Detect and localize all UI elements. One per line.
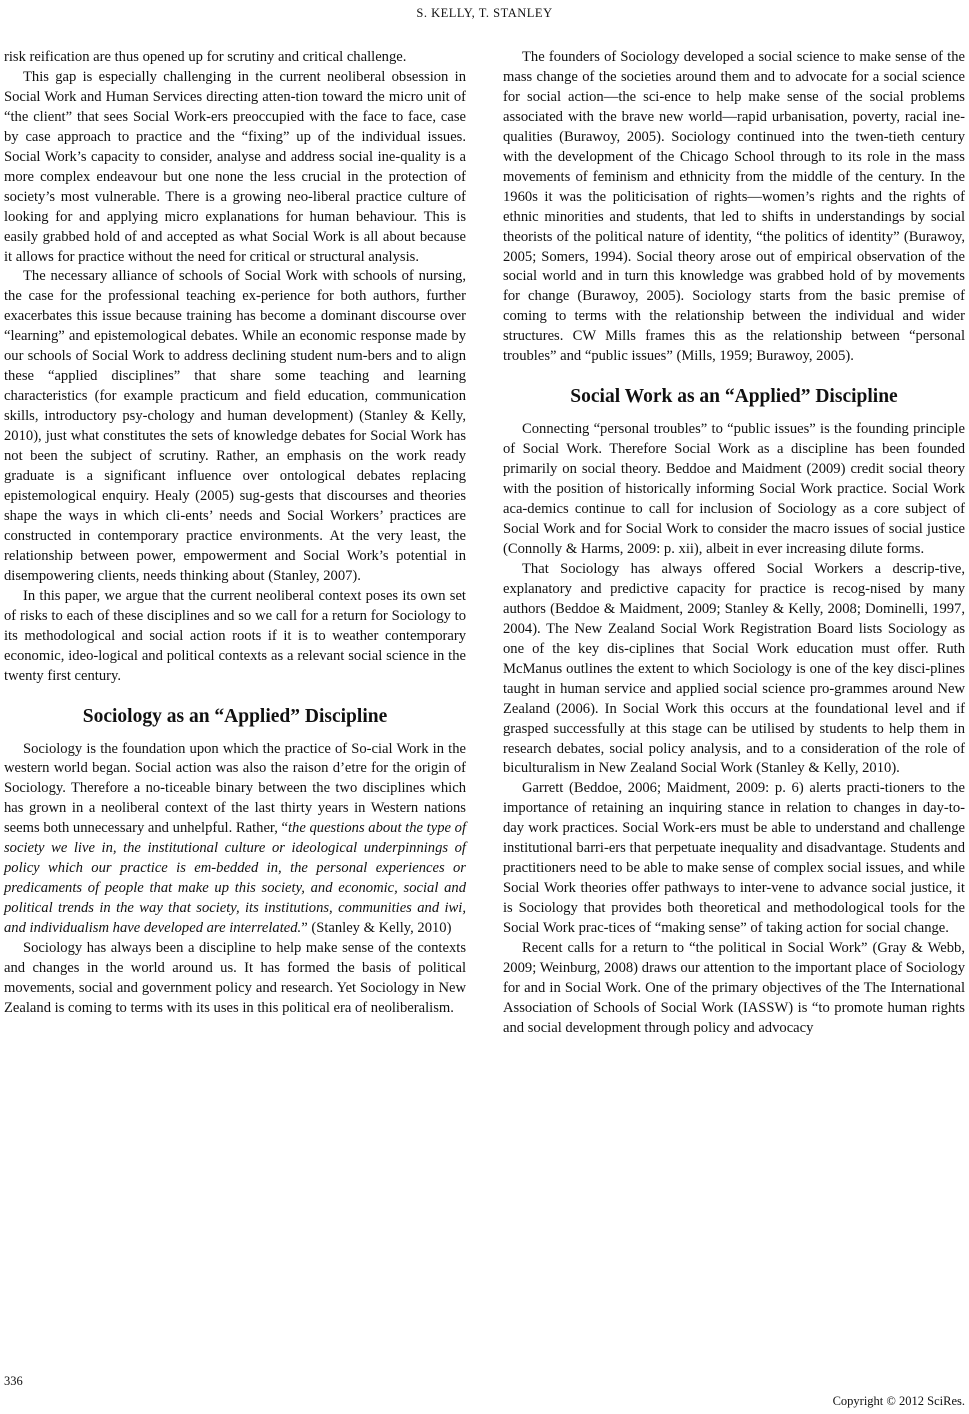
copyright-notice: Copyright © 2012 SciRes. [832,1394,965,1408]
quoted-text: the questions about the type of society we live in, the institutional culture or ideological underpinnings of policy which our practice is em-bedded in, the personal experiences or predicaments of people that make up this society, and economic, social and political trends in the way that society, its institutions, communities and iwi, and individualism have developed are interrelated. [4,820,466,937]
left-column [4,48,466,1019]
right-column [503,48,965,1039]
paragraph: risk reification are thus opened up for scrutiny and critical challenge. [4,49,407,65]
running-head: S. KELLY, T. STANLEY [416,6,553,20]
paragraph: Recent calls for a return to “the political in Social Work” (Gray & Webb, 2009; Weinburg, 2008) draws our attention to the important place of Sociology for and in Social Work. One of the primary objectives of the The International Association of Schools of Social Work (IASSW) is “to promote human rights and social development through policy and advocacy [503,940,965,1036]
quote-lead-in: Sociology is the foundation upon which the practice of So-cial Work in the western world began. Social action was also the raison d’etre for the origin of Sociology. Therefore a no-ticeable binary between the two disciplines which has grown in a neoliberal context of the last thirty years in Western nations seems both unnecessary and unhelpful. Rather, “ [4,740,466,837]
paragraph: The founders of Sociology developed a social science to make sense of the mass change of the societies around them and to advocate for a social science for social action—the sci-ence to help make sense of the social problems associated with the brave new world—rapid urbanisation, poverty, racial ine-qualities (Burawoy, 2005). Sociology continued into the twen-tieth century with the development of the Chicago School through to its role in the mass movements of feminism and ethnicity from the middle of the century. In the 1960s it was the politicisation of rights—women’s rights and the rights of ethnic minorities and students, that led to shifts in understandings by social theorists of the political nature of identity, “the politics of identity” (Burawoy, 2005; Somers, 1994). Social theory arose out of empirical observation of the social world and in turn this knowledge was grabbed hold of by movements for change (Burawoy, 2005). Sociology starts from the basic premise of coming to terms with the relationship between the individual and wider structures. CW Mills frames this as the relationship between “personal troubles” and “public issues” (Mills, 1959; Burawoy, 2005). [503,49,965,365]
section-heading-sociology: Sociology as an “Applied” Discipline [82,705,388,727]
quote-citation: ” (Stanley & Kelly, 2010) [301,920,452,937]
paragraph: Sociology has always been a discipline to help make sense of the contexts and changes in the world around us. It has formed the basis of political movements, social and government policy and research. Yet Sociology in New Zealand is coming to terms with its uses in this political era of neoliberalism. [4,940,466,1016]
paragraph-with-quote [4,740,466,940]
paragraph: Connecting “personal troubles” to “public issues” is the founding principle of Social Work. Therefore Social Work as a discipline has been founded primarily on social theory. Beddoe and Maidment (2009) credit social theory with the position of historically informing Social Work practice. Social Work aca-demics continue to call for inclusion of Sociology as a core subject of Social Work and for Social Work to consider the macro issues of social justice (Connolly & Harms, 2009: p. xii), albeit in ever increasing dilute forms. [503,421,965,557]
paragraph: The necessary alliance of schools of Social Work with schools of nursing, the case for the professional teaching ex-perience for both authors, further exacerbates this issue because training has become a dominant discourse over “learning” and epistemological debates. While an economic response made by our schools of Social Work to address declining student num-bers and to align these “applied disciplines” that share some teaching and learning characteristics (for example practicum and field education, communication skills, introductory psy-chology and human development) (Stanley & Kelly, 2010), just what constitutes the sets of knowledge debates for Social Work has not been the subject of scrutiny. Rather, an emphasis on the work ready graduate is a significant influence over ontological debates replacing epistemological enquiry. Healy (2005) sug-gests that discourses and theories shape the ways in which cli-ents’ needs and Social Workers’ practices are constructed in contemporary practice environments. At the very least, the relationship between power, empowerment and Social Work’s potential in disempowering clients, needs thinking about (Stanley, 2007). [4,268,466,584]
section-heading-social-work: Social Work as an “Applied” Discipline [570,386,898,408]
paragraph: Garrett (Beddoe, 2006; Maidment, 2009: p. 6) alerts practi-tioners to the importance of retaining an inquiring stance in relation to changes in day-to-day work practices. Social Work-ers must be able to understand and challenge institutional barri-ers that perpetuate inequality and disadvantage. Students and practitioners need to be able to make sense of complex social issues, and while Social Work theories offer pathways to inter-vene to advance social justice, it is Sociology that provides both theoretical and methodological tools for the Social Work prac-tices of “making sense” of taking action for social change. [503,780,965,937]
paragraph: This gap is especially challenging in the current neoliberal obsession in Social Work and Human Services directing atten-tion toward the micro unit of “the client” that sees Social Work-ers preoccupied with the face to face, case by case approach to practice and the “fixing” up of the individual issues. Social Work’s capacity to consider, analyse and address social ine-quality is a more complex endeavour but one none the less crucial in the protection of society’s most vulnerable. There is a growing neo-liberal practice culture of looking for and applying micro explanations for human behaviour. This is easily grabbed hold of and accepted as what Social Work is all about because it allows for practice without the need for critical or structural analysis. [4,68,466,265]
page-number: 336 [4,1374,23,1388]
paragraph: In this paper, we argue that the current neoliberal context poses its own set of risks to each of these disciplines and so we call for a return for Sociology to its methodological and social action roots if it is to weather contemporary economic, ideo-logical and political contexts as a relevant social science in the twenty first century. [4,587,466,684]
paragraph: That Sociology has always offered Social Workers a descrip-tive, explanatory and predictive capacity for practice is recog-nised by many authors (Beddoe & Maidment, 2009; Stanley & Kelly, 2008; Dominelli, 1997, 2004). The New Zealand Social Work Registration Board lists Sociology as one of the key dis-ciplines that Social Work education must offer. Ruth McManus outlines the extent to which Sociology is one of the key disci-plines taught in human service and applied social science pro-grammes around New Zealand (2006). In Social Work this occurs at the foundational level and if grasped successfully at this stage can be utilised by students to help them in research debates, social policy analysis, and to a consideration of the role of biculturalism in New Zealand Social Work (Stanley & Kelly, 2010). [503,560,965,777]
